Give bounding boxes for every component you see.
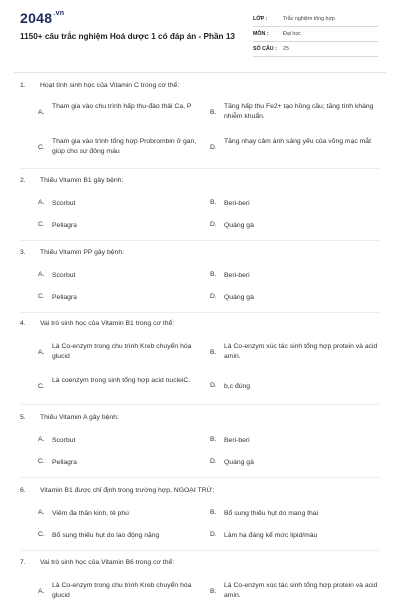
- site-logo[interactable]: $2048^{.vn}$: [20, 10, 65, 26]
- question-text: 2. Thiếu Vitamin B1 gây bệnh:: [20, 177, 124, 184]
- question-item: 7. Vai trò sinh học của Vitamin B6 trong cơ thể: A. Là Co-enzym trong chu trình Kreb chuyển hóa glucid B. Là Co-enzym xúc tác sinh tổng hợp protein và acid amin.: [20, 559, 380, 600]
- meta-value: 25: [283, 46, 289, 52]
- question-text: 5. Thiếu Vitamin A gây bệnh:: [20, 414, 119, 421]
- question-divider: [20, 477, 380, 478]
- question-text: 1. Hoạt tính sinh học của Vitamin C trong cơ thể:: [20, 82, 180, 89]
- meta-class-row: [253, 16, 378, 27]
- question-divider: [20, 404, 380, 405]
- header: [0, 0, 400, 70]
- question-text: 4. Vai trò sinh học của Vitamin B1 trong cơ thể:: [20, 320, 175, 327]
- question-divider: [20, 550, 380, 551]
- page-title: 1150+ câu trắc nghiệm Hoá dược 1 có đáp án - Phần 13: [20, 32, 235, 41]
- meta-label: MÔN :: [253, 31, 269, 37]
- question-item: 1. Hoạt tính sinh học của Vitamin C trong cơ thể: A. Tham gia vào chu trình hấp thu-đào thải Ca, P B. Tăng hấp thu Fe2+ tạo hồng cầu; tăng tính kháng nhiễm khuẩn. C. Tham gia vào trình tổng hợp Probrombin ở gan, giúp cho sự đông máu D. Tăng nhạy cảm ánh sáng yếu của võng mạc mắt: [20, 82, 380, 168]
- question-text: 3. Thiếu Vitamin PP gây bệnh:: [20, 249, 125, 256]
- header-divider: [14, 72, 386, 73]
- meta-count-row: [253, 46, 378, 57]
- question-item: 2. Thiếu Vitamin B1 gây bệnh: A. Scorbut B. Beri-beri C. Pellagra D. Quáng gà: [20, 177, 380, 243]
- question-item: 3. Thiếu Vitamin PP gây bệnh: A. Scorbut B. Beri-beri C. Pellagra D. Quáng gà: [20, 249, 380, 315]
- meta-label: SỐ CÂU :: [253, 46, 277, 52]
- question-item: 4. Vai trò sinh học của Vitamin B1 trong cơ thể: A. Là Co-enzym trong chu trình Kreb chuyển hóa glucid B. Là Co-enzym xúc tác sinh tổng hợp protein và acid amin. C. Là coenzym trong sinh tổng hợp acid nucleiC. D. b,c đúng: [20, 320, 380, 406]
- question-divider: [20, 240, 380, 241]
- question-item: 6. Vitamin B1 được chỉ định trong trường hợp, NGOẠI TRỪ: A. Viêm đa thần kinh, tê phù B. Bổ sung thiếu hụt do mang thai C. Bổ sung thiếu hụt do lao động nặng D. Làm hạ đáng kể mức lipid/máu: [20, 487, 380, 553]
- meta-label: LỚP :: [253, 16, 268, 22]
- question-text: 6. Vitamin B1 được chỉ định trong trường hợp, NGOẠI TRỪ:: [20, 487, 215, 494]
- question-divider: [20, 312, 380, 313]
- meta-value: Đại học: [283, 31, 301, 37]
- question-text: 7. Vai trò sinh học của Vitamin B6 trong cơ thể:: [20, 559, 175, 566]
- meta-subject-row: [253, 31, 378, 42]
- meta-value: Trắc nghiệm tổng hợp: [283, 16, 335, 22]
- question-item: 5. Thiếu Vitamin A gây bệnh: A. Scorbut B. Beri-beri C. Pellagra D. Quáng gà: [20, 414, 380, 480]
- question-divider: [20, 168, 380, 169]
